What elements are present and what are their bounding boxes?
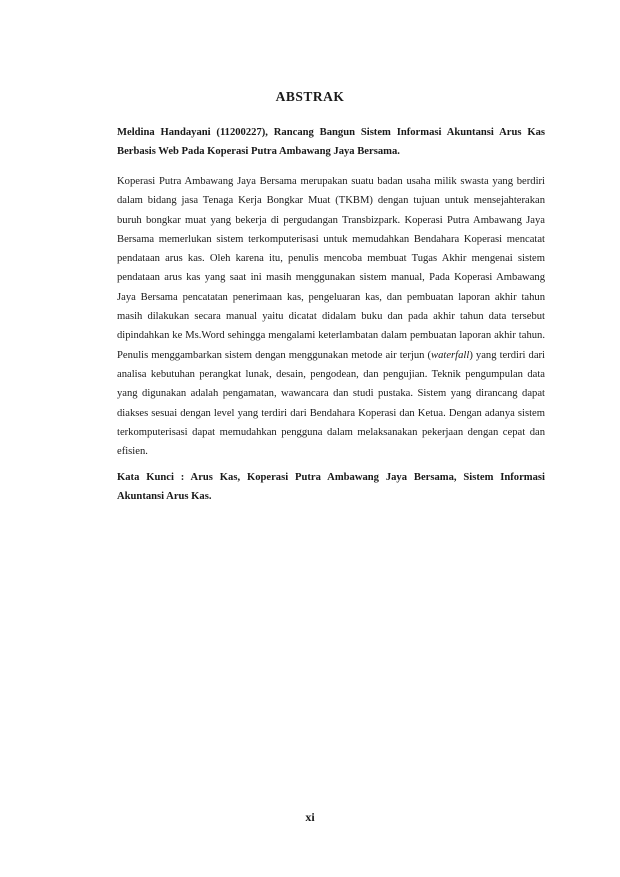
abstract-body [117,172,545,461]
citation: Meldina Handayani (11200227), Rancang Bangun Sistem Informasi Akuntansi Arus Kas Berbasis Web Pada Koperasi Putra Ambawang Jaya Bersama. [117,127,545,157]
keywords: Kata Kunci : Arus Kas, Koperasi Putra Ambawang Jaya Bersama, Sistem Informasi Akuntansi Arus Kas. [117,472,545,502]
abstract-text-part-2: ) yang terdiri dari analisa kebutuhan perangkat lunak, desain, pengodean, dan pengujian. Teknik pengumpulan data yang digunakan adalah pengamatan, wawancara dan studi pustaka. Sistem yang dirancang dapat diakses sesuai dengan level yang terdiri dari Bendahara Koperasi dan Ketua. Dengan adanya sistem terkomputerisasi dapat memudahkan pengguna dalam melaksanakan pekerjaan dengan cepat dan efisien. [117,349,545,458]
page-number: xi [305,810,315,824]
abstract-italic-term: waterfall [431,349,470,361]
page-title: ABSTRAK [275,89,345,104]
abstract-text-part-1: Koperasi Putra Ambawang Jaya Bersama merupakan suatu badan usaha milik swasta yang berdiri dalam bidang jasa Tenaga Kerja Bongkar Muat (TKBM) dengan tujuan untuk mensejahterakan buruh bongkar muat yang bekerja di pergudangan Transbizpark. Koperasi Putra Ambawang Jaya Bersama memerlukan sistem terkomputerisasi untuk memudahkan Bendahara Koperasi mencatat pendataan arus kas. Oleh karena itu, penulis mencoba membuat Tugas Akhir mengenai sistem pendataan arus kas yang saat ini masih menggunakan sistem manual, Pada Koperasi Ambawang Jaya Bersama pencatatan penerimaan kas, pengeluaran kas, dan pembuatan laporan akhir tahun masih dilakukan secara manual yaitu dicatat didalam buku dan pada akhir tahun data tersebut dipindahkan ke Ms.Word sehingga mengalami keterlambatan dalam pembuatan laporan akhir tahun. Penulis menggambarkan sistem dengan menggunakan metode air terjun ( [117,176,545,361]
